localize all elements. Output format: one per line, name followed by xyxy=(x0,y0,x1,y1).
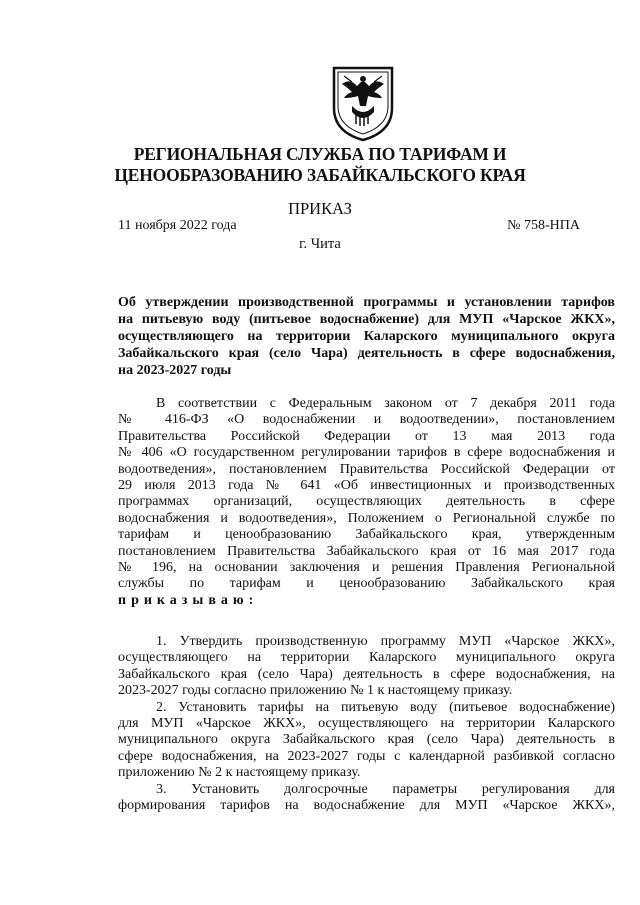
document-date: 11 ноября 2022 года xyxy=(118,218,237,233)
order-word: приказываю: xyxy=(118,592,259,608)
org-name-line1: РЕГИОНАЛЬНАЯ СЛУЖБА ПО ТАРИФАМ И xyxy=(133,144,507,164)
preamble-line: № 406 «О государственном регулировании тарифов в сфере водоснабжения и xyxy=(118,445,615,461)
item-line: формирования тарифов на водоснабжение для МУП «Чарское ЖКХ», xyxy=(118,798,615,814)
item-line: Забайкальского края (село Чара) деятельность в сфере водоснабжения, на xyxy=(118,666,615,682)
item-line: сфере водоснабжения, на 2023-2027 годы с календарной разбивкой согласно xyxy=(118,748,615,764)
subject-line: на 2023-2027 годы xyxy=(118,363,232,378)
preamble-line: В соответствии с Федеральным законом от 7 декабря 2011 года xyxy=(156,396,615,411)
item-line: для МУП «Чарское ЖКХ», осуществляющего на территории Каларского xyxy=(118,716,615,732)
document-type: ПРИКАЗ xyxy=(288,199,352,218)
item-line: осуществляющего на территории Каларского муниципального округа xyxy=(118,650,615,666)
document-city: г. Чита xyxy=(299,236,341,252)
order-item xyxy=(118,782,615,815)
subject-line: Забайкальского края (село Чара) деятельность в сфере водоснабжения, xyxy=(118,346,615,361)
coat-of-arms-icon xyxy=(330,62,396,142)
preamble-line: водоотведения», постановлением Правительства Российской Федерации от xyxy=(118,461,615,477)
subject-line: осуществляющего на территории Каларского муниципального округа xyxy=(118,329,615,344)
preamble-line: № 416-ФЗ «О водоснабжении и водоотведении», постановлением xyxy=(118,412,615,428)
item-line: 2. Установить тарифы на питьевую воду (питьевое водоснабжение) xyxy=(156,699,615,715)
preamble-line: 29 июля 2013 года № 641 «Об инвестиционных и производственных xyxy=(118,478,615,494)
preamble-line: № 196, на основании заключения и решения Правления Региональной xyxy=(118,560,615,576)
preamble-line: водоснабжения и водоотведения», Положением о Региональной службе по xyxy=(118,510,615,526)
subject-line: Об утверждении производственной программы и установлении тарифов xyxy=(118,295,615,310)
item-line: 1. Утвердить производственную программу МУП «Чарское ЖКХ», xyxy=(156,634,615,649)
preamble-line: Правительства Российской Федерации от 13 мая 2013 года xyxy=(118,428,615,444)
order-item xyxy=(118,700,615,782)
preamble-line: программах организаций, осуществляющих деятельность в сфере xyxy=(118,494,615,510)
item-line: приложению № 2 к настоящему приказу. xyxy=(118,765,361,781)
organization-name xyxy=(60,144,580,186)
document-number: № 758-НПА xyxy=(507,218,580,233)
order-items xyxy=(118,634,615,814)
subject-line: на питьевую воду (питьевое водоснабжение) для МУП «Чарское ЖКХ», xyxy=(118,312,615,327)
preamble xyxy=(118,396,615,609)
item-line: муниципального округа Забайкальского края (село Чара) деятельность в xyxy=(118,732,615,748)
item-line: 2023-2027 годы согласно приложению № 1 к настоящему приказу. xyxy=(118,683,513,699)
org-name-line2: ЦЕНООБРАЗОВАНИЮ ЗАБАЙКАЛЬСКОГО КРАЯ xyxy=(114,165,526,185)
preamble-line: службы по тарифам и ценообразованию Забайкальского края xyxy=(118,576,615,592)
order-item xyxy=(118,634,615,700)
item-line: 3. Установить долгосрочные параметры регулирования для xyxy=(156,781,615,797)
preamble-line: постановлением Правительства Забайкальского края от 16 мая 2017 года xyxy=(118,543,615,559)
order-subject xyxy=(118,294,615,379)
preamble-line: тарифам и ценообразованию Забайкальского края, утвержденным xyxy=(118,527,615,543)
